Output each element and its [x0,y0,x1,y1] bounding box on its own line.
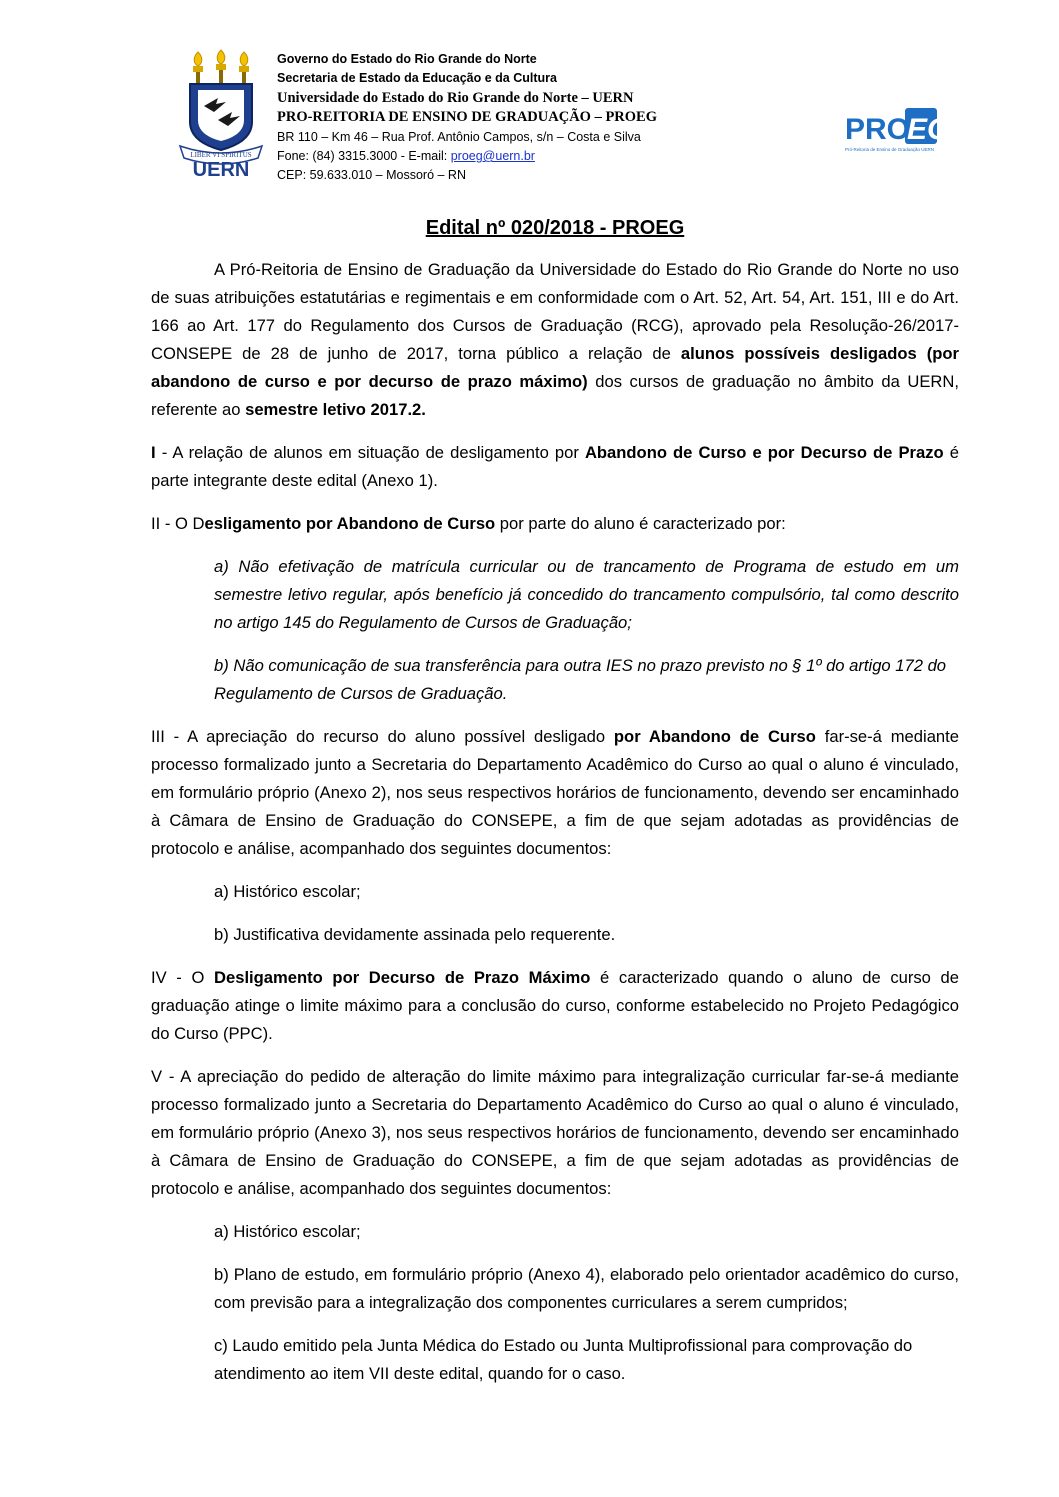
email-link[interactable]: proeg@uern.br [450,149,535,164]
header-university: Universidade do Estado do Rio Grande do Norte – UERN [277,89,634,106]
header-secretariat: Secretaria de Estado da Educação e da Cultura [277,71,557,86]
item-v-b: b) Plano de estudo, em formulário próprio (Anexo 4), elaborado pelo orientador acadêmico do curso, com previsão para a integralização dos componentes curriculares a serem cumpridos; [214,1265,959,1312]
proeg-logo-tagline: Pró-Reitoria de Ensino de Graduação UERN [845,147,935,152]
proeg-logo-icon [843,106,951,154]
edital-body [151,210,959,1388]
header-cep: CEP: 59.633.010 – Mossoró – RN [277,168,466,183]
uern-wordmark: UERN [192,159,250,181]
item-v-c: c) Laudo emitido pela Junta Médica do Estado ou Junta Multiprofissional para comprovação do atendimento ao item VII deste edital, quando for o caso. [214,1336,913,1383]
item-iii-a: a) Histórico escolar; [214,882,361,901]
header-government: Governo do Estado do Rio Grande do Norte [277,52,537,66]
item-iii-b: b) Justificativa devidamente assinada pelo requerente. [214,925,616,944]
header-contact [277,147,657,166]
item-ii-b: b) Não comunicação de sua transferência para outra IES no prazo previsto no § 1º do artigo 172 do Regulamento de Cursos de Graduação. [214,656,947,703]
proeg-logo-text-b: EG [907,113,951,146]
header-proeg: PRO-REITORIA DE ENSINO DE GRADUAÇÃO – PROEG [277,109,657,126]
intro-paragraph: A Pró-Reitoria de Ensino de Graduação da Universidade do Estado do Rio Grande do Norte no uso de suas atribuições estatutárias e regimentais e em conformidade com o Art. 52, Art. 54, Art. 151, III e do Art. 166 ao Art. 177 do Regulamento dos Cursos de Graduação (RCG), aprovado pela Resolução-26/2017-CONSEPE de 28 de junho de 2017, torna público a relação de alunos possíveis desligados (por abandono de curso e por decurso de prazo máximo) dos cursos de graduação no âmbito da UERN, referente ao semestre letivo 2017.2. [151,260,959,419]
item-iv-paragraph: IV - O Desligamento por Decurso de Prazo Máximo é caracterizado quando o aluno de curso de graduação atinge o limite máximo para a conclusão do curso, conforme estabelecido no Projeto Pedagógico do Curso (PPC). [151,968,959,1043]
uern-crest-icon [178,48,264,181]
header-phone: Fone: (84) 3315.3000 - E-mail: [277,149,451,164]
uern-motto: LIBER VI SPIRITUS [190,151,252,159]
item-v-paragraph: V - A apreciação do pedido de alteração do limite máximo para integralização curricular far-se-á mediante processo formalizado junto a Secretaria do Departamento Acadêmico do Curso ao qual o aluno é vinculado, em formulário próprio (Anexo 3), nos seus respectivos horários de funcionamento, devendo ser encaminhado à Câmara de Ensino de Graduação do CONSEPE, a fim de que sejam adotadas as providências de protocolo e análise, acompanhado dos seguintes documentos: [151,1067,959,1198]
item-i-paragraph: I - A relação de alunos em situação de desligamento por Abandono de Curso e por Decurso de Prazo é parte integrante deste edital (Anexo 1). [151,443,959,490]
item-ii-paragraph: II - O Desligamento por Abandono de Curso por parte do aluno é caracterizado por: [151,514,786,533]
item-v-a: a) Histórico escolar; [214,1222,361,1241]
item-iii-paragraph: III - A apreciação do recurso do aluno possível desligado por Abandono de Curso far-se-á mediante processo formalizado junto a Secretaria do Departamento Acadêmico do Curso ao qual o aluno é vinculado, em formulário próprio (Anexo 2), nos seus respectivos horários de funcionamento, devendo ser encaminhado à Câmara de Ensino de Graduação do CONSEPE, a fim de que sejam adotadas as providências de protocolo e análise, acompanhado dos seguintes documentos: [151,727,960,858]
item-ii-a: a) Não efetivação de matrícula curricular ou de trancamento de Programa de estudo em um semestre letivo regular, após benefício já concedido do trancamento compulsório, tal como descrito no artigo 145 do Regulamento de Cursos de Graduação; [214,557,959,632]
page-title: Edital nº 020/2018 - PROEG [425,217,685,239]
letterhead [277,50,657,186]
proeg-logo-text-a: PRO [845,113,911,146]
header-address: BR 110 – Km 46 – Rua Prof. Antônio Campos, s/n – Costa e Silva [277,129,641,144]
